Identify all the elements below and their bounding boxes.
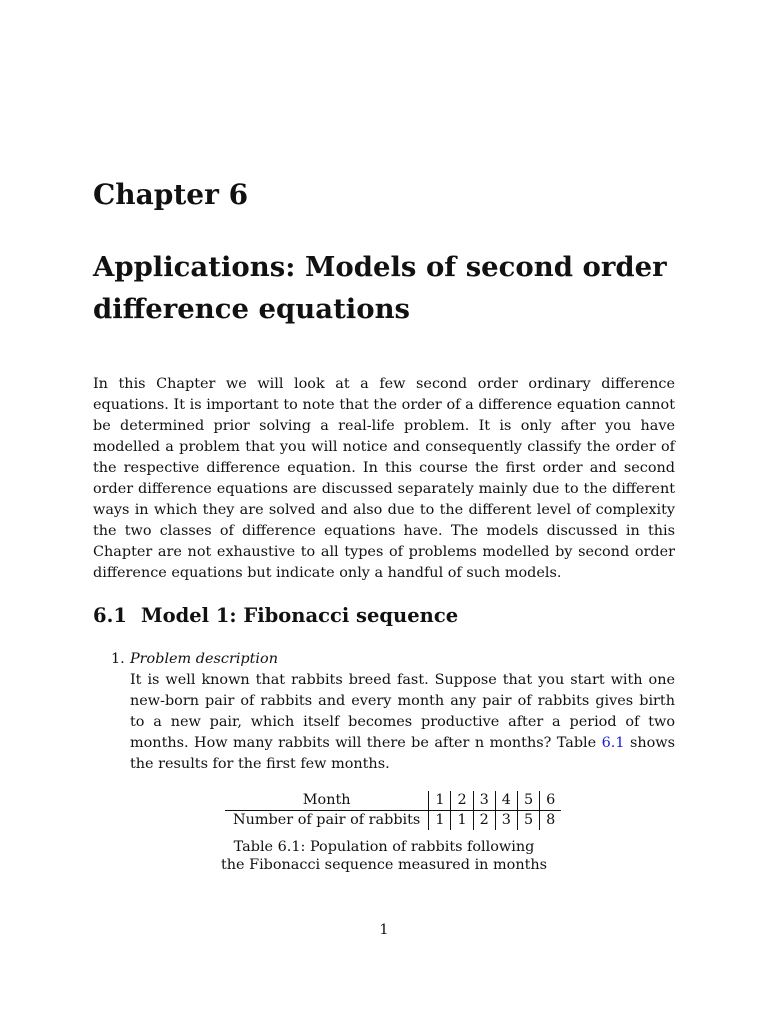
row-label-month: Month [225,791,429,811]
table-cell: 8 [546,812,556,828]
table-cell: 4 [495,791,517,811]
table-cell: 3 [473,791,495,811]
row-label-pairs: Number of pair of rabbits [225,811,429,831]
table-reference-link[interactable]: 6.1 [601,735,625,751]
table-cell: 1 [429,791,451,811]
table-cell: 1 [429,811,451,831]
problem-description-text [130,670,675,775]
chapter-label: Chapter 6 [93,178,249,211]
problem-description-heading: Problem description [130,651,278,667]
population-table [225,791,561,830]
problem-text-before: It is well known that rabbits breed fast. Suppose that you start with one new-born pair of rabbits and every month any pair of rabbits gives birth to a new pair, which itself becomes productive after a period of two months. How many rabbits will there be after n months? Table [130,672,675,751]
section-title: Model 1: Fibonacci sequence [141,604,459,627]
table-row-pairs [225,811,561,831]
table-cell: 2 [473,811,495,831]
table-cell: 3 [495,811,517,831]
list-marker: 1. [111,651,125,667]
table-cell: 5 [517,811,539,831]
table-cell: 6 [540,791,562,811]
list-item-body [130,649,675,775]
table-row-month [225,791,561,811]
caption-line-2: the Fibonacci sequence measured in months [220,857,548,873]
section-number: 6.1 [93,604,127,627]
problem-text-after: shows the results for the first few months. [130,735,675,772]
section-heading [93,604,458,627]
caption-line-1: Table 6.1: Population of rabbits following [233,839,535,855]
table-cell: 5 [517,791,539,811]
table-caption [93,838,675,874]
chapter-title: Applications: Models of second order difference equations [93,251,667,325]
table-cell: 1 [451,811,473,831]
table-cell: 2 [451,791,473,811]
list-item [93,649,675,775]
page-number: 1 [379,922,389,938]
intro-paragraph: In this Chapter we will look at a few second order ordinary difference equations. It is important to note that the order of a difference equation cannot be determined prior solving a real-life problem. It is only after you have modelled a problem that you will notice and consequently classify the order of the respective difference equation. In this course the first order and second order difference equations are discussed separately mainly due to the different ways in which they are solved and also due to the different level of complexity the two classes of difference equations have. The models discussed in this Chapter are not exhaustive to all types of problems modelled by second order difference equations but indicate only a handful of such models. [93,376,675,581]
